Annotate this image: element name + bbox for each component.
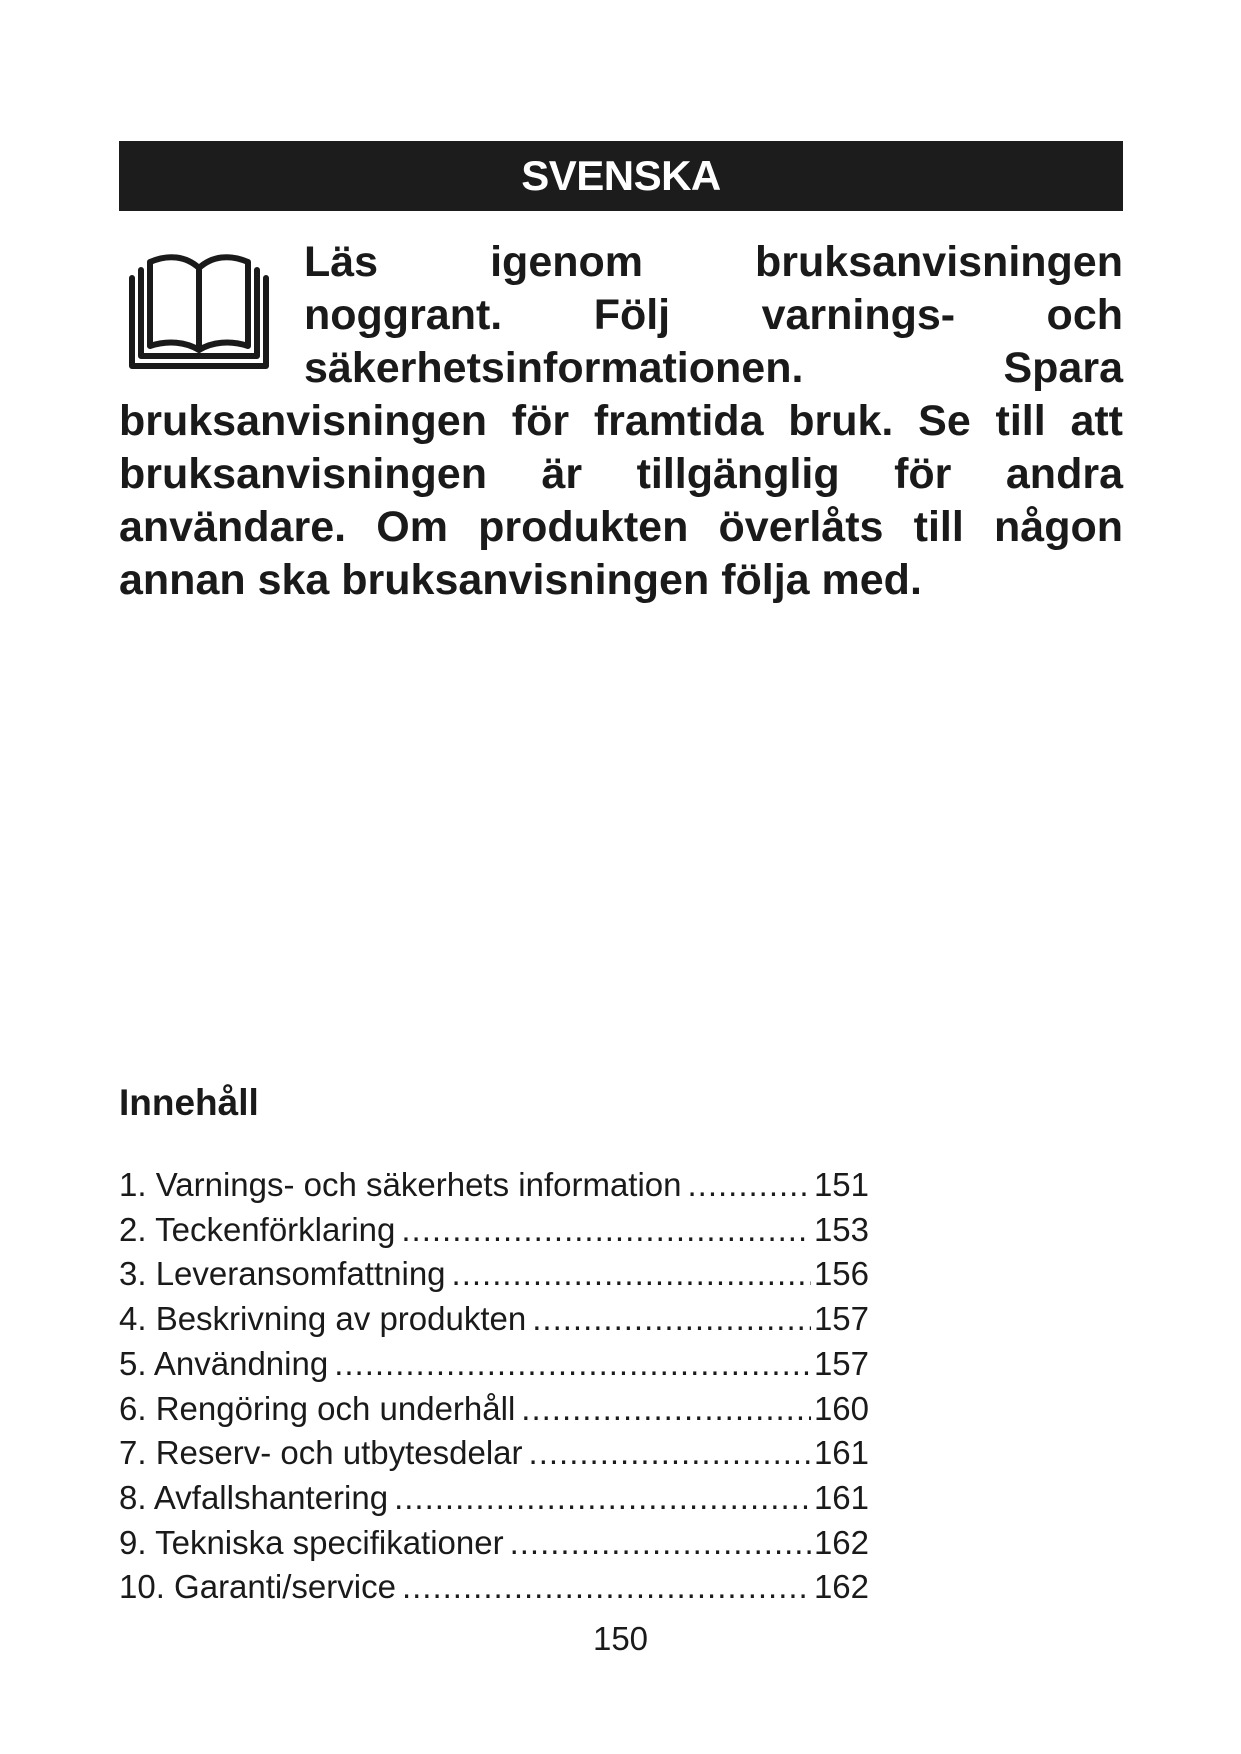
toc-item xyxy=(119,1387,869,1432)
toc-item-page: 156 xyxy=(813,1255,869,1293)
toc-leader-dots xyxy=(402,1565,811,1610)
toc-item xyxy=(119,1297,869,1342)
toc-item-title: 3. Leveransomfattning xyxy=(119,1255,446,1293)
toc-item-page: 151 xyxy=(813,1166,869,1203)
toc-leader-dots xyxy=(401,1208,811,1253)
toc-item-title: 5. Användning xyxy=(119,1344,329,1382)
toc-item-title: 8. Avfallshantering xyxy=(119,1478,389,1516)
toc-item xyxy=(119,1252,869,1297)
toc-item xyxy=(119,1521,869,1566)
toc-item xyxy=(119,1565,869,1610)
toc-item-page: 153 xyxy=(813,1210,869,1248)
toc-item-title: 7. Reserv- och utbytesdelar xyxy=(119,1434,523,1472)
toc-leader-dots xyxy=(394,1476,811,1521)
toc-item-page: 162 xyxy=(813,1568,869,1606)
toc-item-title: 1. Varnings- och säkerhets information xyxy=(119,1166,682,1203)
toc-leader-dots xyxy=(529,1431,811,1476)
toc-leader-dots xyxy=(521,1387,811,1432)
toc-item-title: 9. Tekniska specifikationer xyxy=(119,1523,504,1561)
intro-paragraph: Läs igenom bruksanvisningen noggrant. Följ varnings- och säkerhetsinformationen. Spara bruksanvisningen för framtida bruk. Se till att bruksanvisningen är tillgänglig för andra användare. Om produkten överlåts till någon annan ska bruksanvisningen följa med. xyxy=(119,238,1123,604)
toc-item-page: 157 xyxy=(813,1300,869,1338)
toc-leader-dots xyxy=(452,1252,811,1297)
toc-leader-dots xyxy=(334,1342,811,1387)
page-number: 150 xyxy=(592,1620,649,1657)
toc-item-page: 162 xyxy=(813,1523,869,1561)
toc-item-page: 161 xyxy=(813,1478,869,1516)
table-of-contents xyxy=(119,1163,869,1610)
toc-leader-dots xyxy=(532,1297,811,1342)
toc-item xyxy=(119,1476,869,1521)
toc-item-title: 4. Beskrivning av produkten xyxy=(119,1300,527,1338)
language-title: SVENSKA xyxy=(521,152,721,199)
toc-item-title: 2. Teckenförklaring xyxy=(119,1210,396,1248)
toc-item xyxy=(119,1163,869,1208)
toc-item-title: 6. Rengöring och underhåll xyxy=(119,1389,516,1427)
toc-heading: Innehåll xyxy=(119,1082,259,1123)
toc-leader-dots xyxy=(510,1521,811,1566)
toc-item xyxy=(119,1342,869,1387)
toc-item-page: 157 xyxy=(813,1344,869,1382)
toc-item xyxy=(119,1208,869,1253)
language-header-bar xyxy=(119,141,1123,211)
toc-item xyxy=(119,1431,869,1476)
toc-item-page: 161 xyxy=(813,1434,869,1472)
toc-leader-dots xyxy=(688,1163,811,1208)
toc-item-page: 160 xyxy=(813,1389,869,1427)
toc-item-title: 10. Garanti/service xyxy=(119,1568,396,1606)
